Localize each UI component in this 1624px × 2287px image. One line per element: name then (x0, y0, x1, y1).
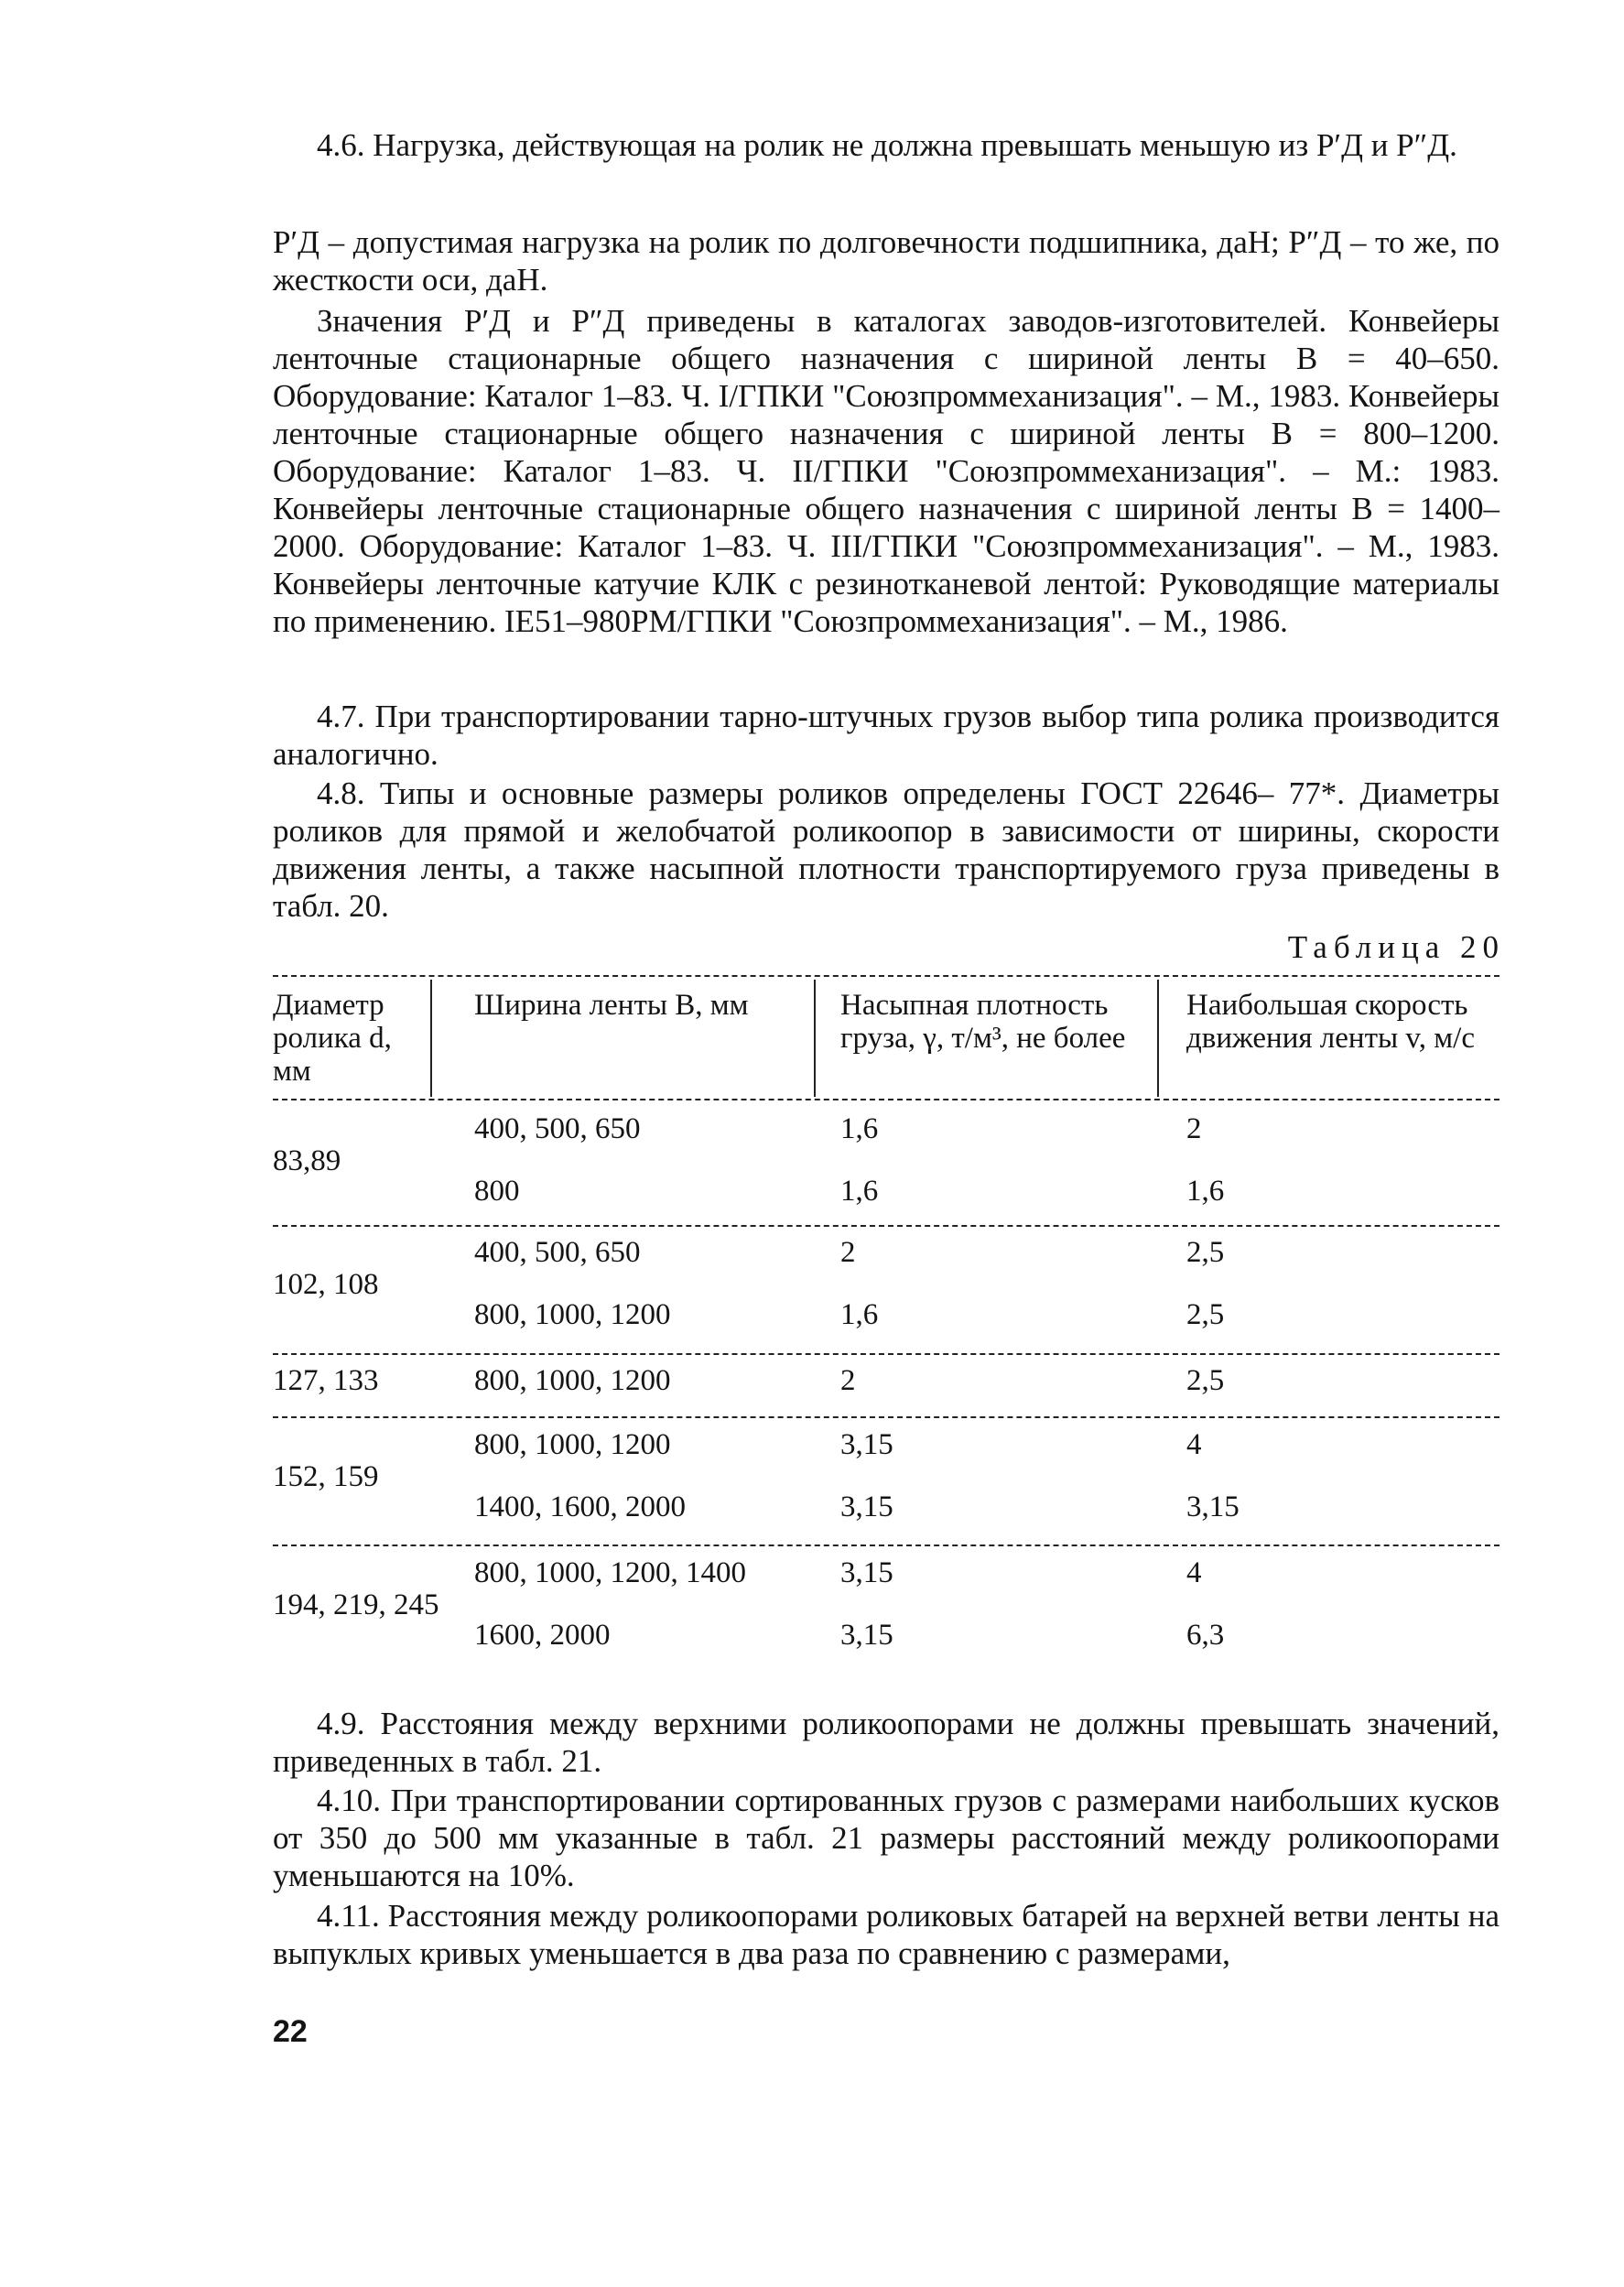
cell-density: 2 (840, 1236, 856, 1269)
table-top-rule (273, 975, 1499, 977)
cell-diameter: 152, 159 (273, 1460, 379, 1493)
header-divider (430, 980, 432, 1097)
cell-diameter: 102, 108 (273, 1268, 379, 1301)
paragraph-4-9: 4.9. Расстояния между верхними роликоопорами не должны превышать значений, приведенных в табл. 21. (273, 1706, 1499, 1779)
paragraph-catalog-values: Значения P′Д и P″Д приведены в каталогах заводов-изготовителей. Конвейеры ленточные стационарные общего назначения с шириной ленты В = 40–650. Оборудование: Каталог 1–83. Ч. I/ГПКИ "Союзпроммеханизация". – М., 1983. Конвейеры ленточные стационарные общего назначения с шириной ленты В = 800–1200. Оборудование: Каталог 1–83. Ч. II/ГПКИ "Союзпроммеханизация". – М.: 1983. Конвейеры ленточные стационарные общего назначения с шириной ленты В = 1400–2000. Оборудование: Каталог 1–83. Ч. III/ГПКИ "Союзпроммеханизация". – М., 1983. Конвейеры ленточные катучие КЛК с резинотканевой лентой: Руководящие материалы по применению. IE51–980РМ/ГПКИ "Союзпроммеханизация". – М., 1986. (273, 303, 1499, 639)
cell-diameter: 83,89 (273, 1144, 341, 1177)
cell-width: 400, 500, 650 (474, 1112, 641, 1145)
cell-density: 3,15 (840, 1490, 893, 1523)
cell-density: 3,15 (840, 1619, 893, 1652)
header-diameter: Диаметр ролика d, мм (273, 989, 392, 1088)
cell-width: 800 (474, 1175, 520, 1208)
cell-density: 1,6 (840, 1298, 879, 1331)
cell-speed: 1,6 (1186, 1175, 1225, 1208)
cell-speed: 2,5 (1186, 1298, 1225, 1331)
cell-diameter: 127, 133 (273, 1364, 379, 1397)
paragraph-definitions: P′Д – допустимая нагрузка на ролик по долговечности подшипника, даН; P″Д – то же, по жесткости оси, даН. (273, 224, 1499, 298)
cell-width: 800, 1000, 1200 (474, 1428, 671, 1461)
cell-speed: 3,15 (1186, 1490, 1240, 1523)
cell-speed: 2,5 (1186, 1364, 1225, 1397)
cell-speed: 4 (1186, 1428, 1202, 1461)
cell-width: 800, 1000, 1200 (474, 1298, 671, 1331)
cell-diameter: 194, 219, 245 (273, 1588, 439, 1621)
group-rule (273, 1353, 1499, 1355)
cell-density: 2 (840, 1364, 856, 1397)
header-density: Насыпная плотность груза, γ, т/м³, не более (840, 989, 1126, 1055)
cell-speed: 4 (1186, 1556, 1202, 1589)
cell-density: 1,6 (840, 1175, 879, 1208)
header-divider (814, 980, 816, 1097)
group-rule (273, 1225, 1499, 1227)
cell-speed: 2,5 (1186, 1236, 1225, 1269)
table-caption: Таблица 20 (1287, 929, 1505, 965)
header-bottom-rule (273, 1099, 1499, 1100)
paragraph-4-10: 4.10. При транспортировании сортированных грузов с размерами наибольших кусков от 350 до 500 мм указанные в табл. 21 размеры расстояний между роликоопорами уменьшаются на 10%. (273, 1783, 1499, 1893)
page-number: 22 (273, 2014, 308, 2049)
cell-speed: 2 (1186, 1112, 1202, 1145)
header-width: Ширина ленты B, мм (474, 989, 749, 1022)
cell-density: 3,15 (840, 1556, 893, 1589)
cell-width: 1400, 1600, 2000 (474, 1490, 686, 1523)
cell-density: 1,6 (840, 1112, 879, 1145)
paragraph-4-8: 4.8. Типы и основные размеры роликов определены ГОСТ 22646– 77*. Диаметры роликов для прямой и желобчатой роликоопор в зависимости от ширины, скорости движения ленты, а также насыпной плотности транспортируемого груза приведены в табл. 20. (273, 775, 1499, 924)
cell-width: 1600, 2000 (474, 1619, 611, 1652)
header-divider (1157, 980, 1159, 1097)
cell-density: 3,15 (840, 1428, 893, 1461)
header-speed: Наибольшая скорость движения ленты v, м/с (1186, 989, 1475, 1055)
paragraph-4-11: 4.11. Расстояния между роликоопорами роликовых батарей на верхней ветви ленты на выпуклых кривых уменьшается в два раза по сравнению с размерами, (273, 1898, 1499, 1971)
group-rule (273, 1545, 1499, 1546)
cell-width: 400, 500, 650 (474, 1236, 641, 1269)
cell-width: 800, 1000, 1200, 1400 (474, 1556, 746, 1589)
cell-width: 800, 1000, 1200 (474, 1364, 671, 1397)
paragraph-4-6: 4.6. Нагрузка, действующая на ролик не должна превышать меньшую из P′Д и P″Д. (317, 127, 1457, 163)
cell-speed: 6,3 (1186, 1619, 1225, 1652)
group-rule (273, 1416, 1499, 1418)
paragraph-4-7: 4.7. При транспортировании тарно-штучных грузов выбор типа ролика производится аналогично. (273, 699, 1499, 772)
